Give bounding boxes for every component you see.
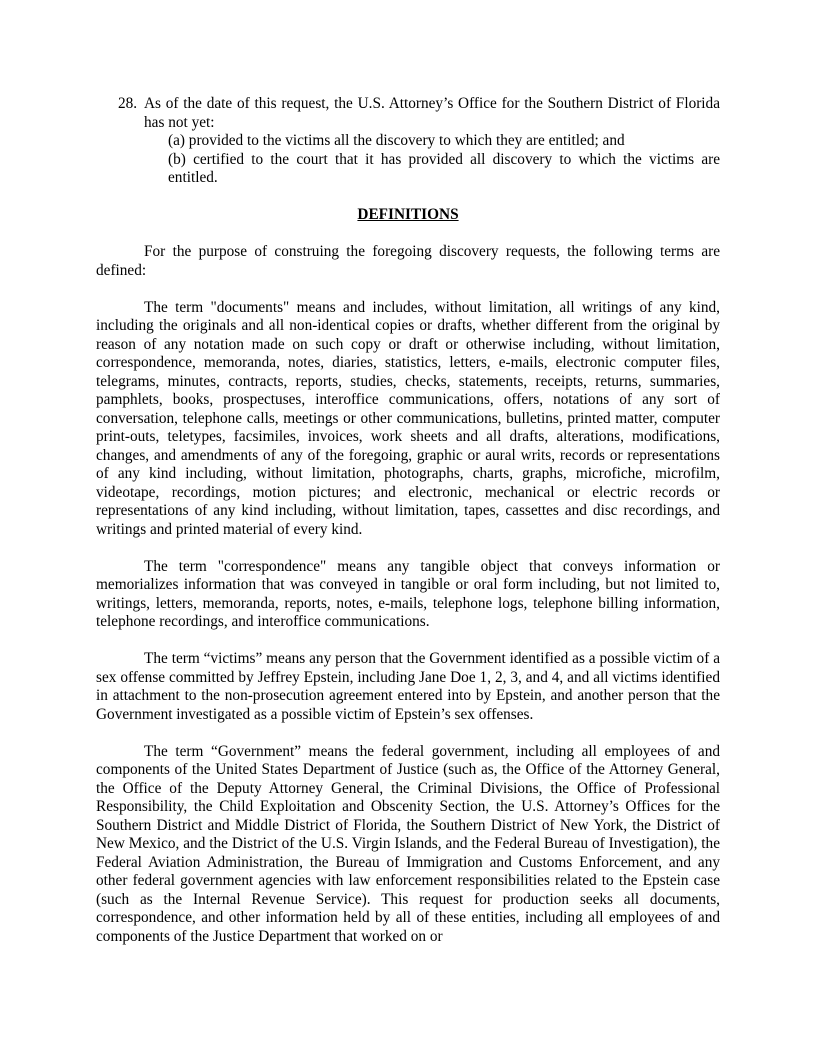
item-sub-a: (a) provided to the victims all the discovery to which they are entitled; and [168, 132, 625, 149]
definition-documents: The term "documents" means and includes, without limitation, all writings of any kind, including the originals and all non-identical copies or drafts, whether different from the original by reason of any notation made on such copy or draft or otherwise including, without limitation, correspondence, memoranda, notes, diaries, statistics, letters, e-mails, electronic computer files, telegrams, minutes, contracts, reports, studies, checks, statements, receipts, returns, summaries, pamphlets, books, prospectuses, interoffice communications, offers, notations of any sort of conversation, telephone calls, meetings or other communications, bulletins, printed matter, computer print-outs, teletypes, facsimiles, invoices, work sheets and all drafts, alterations, modifications, changes, and amendments of any of the foregoing, graphic or aural writs, records or representations of any kind including, without limitation, photographs, charts, graphs, microfiche, microfilm, videotape, recordings, motion pictures; and electronic, mechanical or electric records or representations of any kind including, without limitation, tapes, cassettes and disc recordings, and writings and printed material of every kind. [96, 298, 720, 538]
definitions-heading: DEFINITIONS [357, 206, 459, 223]
definition-government: The term “Government” means the federal government, including all employees of and components of the United States Department of Justice (such as, the Office of the Attorney General, the Office of the Deputy Attorney General, the Criminal Divisions, the Office of Professional Responsibility, the Child Exploitation and Obscenity Section, the U.S. Attorney’s Offices for the Southern District and Middle District of Florida, the Southern District of New York, the District of New Mexico, and the District of the U.S. Virgin Islands, and the Federal Bureau of Investigation), the Federal Aviation Administration, the Bureau of Immigration and Customs Enforcement, and any other federal government agencies with law enforcement responsibilities related to the Epstein case (such as the Internal Revenue Service). This request for production seeks all documents, correspondence, and other information held by all of these entities, including all employees of and components of the Justice Department that worked on or [96, 742, 720, 945]
definitions-intro: For the purpose of construing the foregoing discovery requests, the following terms are defined: [96, 243, 720, 279]
item-sub-b: (b) certified to the court that it has provided all discovery to which the victims are entitled. [168, 150, 720, 186]
item-number: 28. [118, 95, 138, 112]
request-item-28 [96, 95, 720, 188]
document-page [96, 95, 720, 965]
definition-correspondence: The term "correspondence" means any tangible object that conveys information or memorializes information that was conveyed in tangible or oral form including, but not limited to, writings, letters, memoranda, reports, notes, e-mails, telephone logs, telephone billing information, telephone recordings, and interoffice communications. [96, 557, 720, 630]
definition-victims: The term “victims” means any person that the Government identified as a possible victim of a sex offense committed by Jeffrey Epstein, including Jane Doe 1, 2, 3, and 4, and all victims identified in attachment to the non-prosecution agreement entered into by Epstein, and another person that the Government investigated as a possible victim of Epstein’s sex offenses. [96, 650, 720, 723]
item-text: As of the date of this request, the U.S. Attorney’s Office for the Southern District of Florida has not yet: [144, 95, 720, 131]
